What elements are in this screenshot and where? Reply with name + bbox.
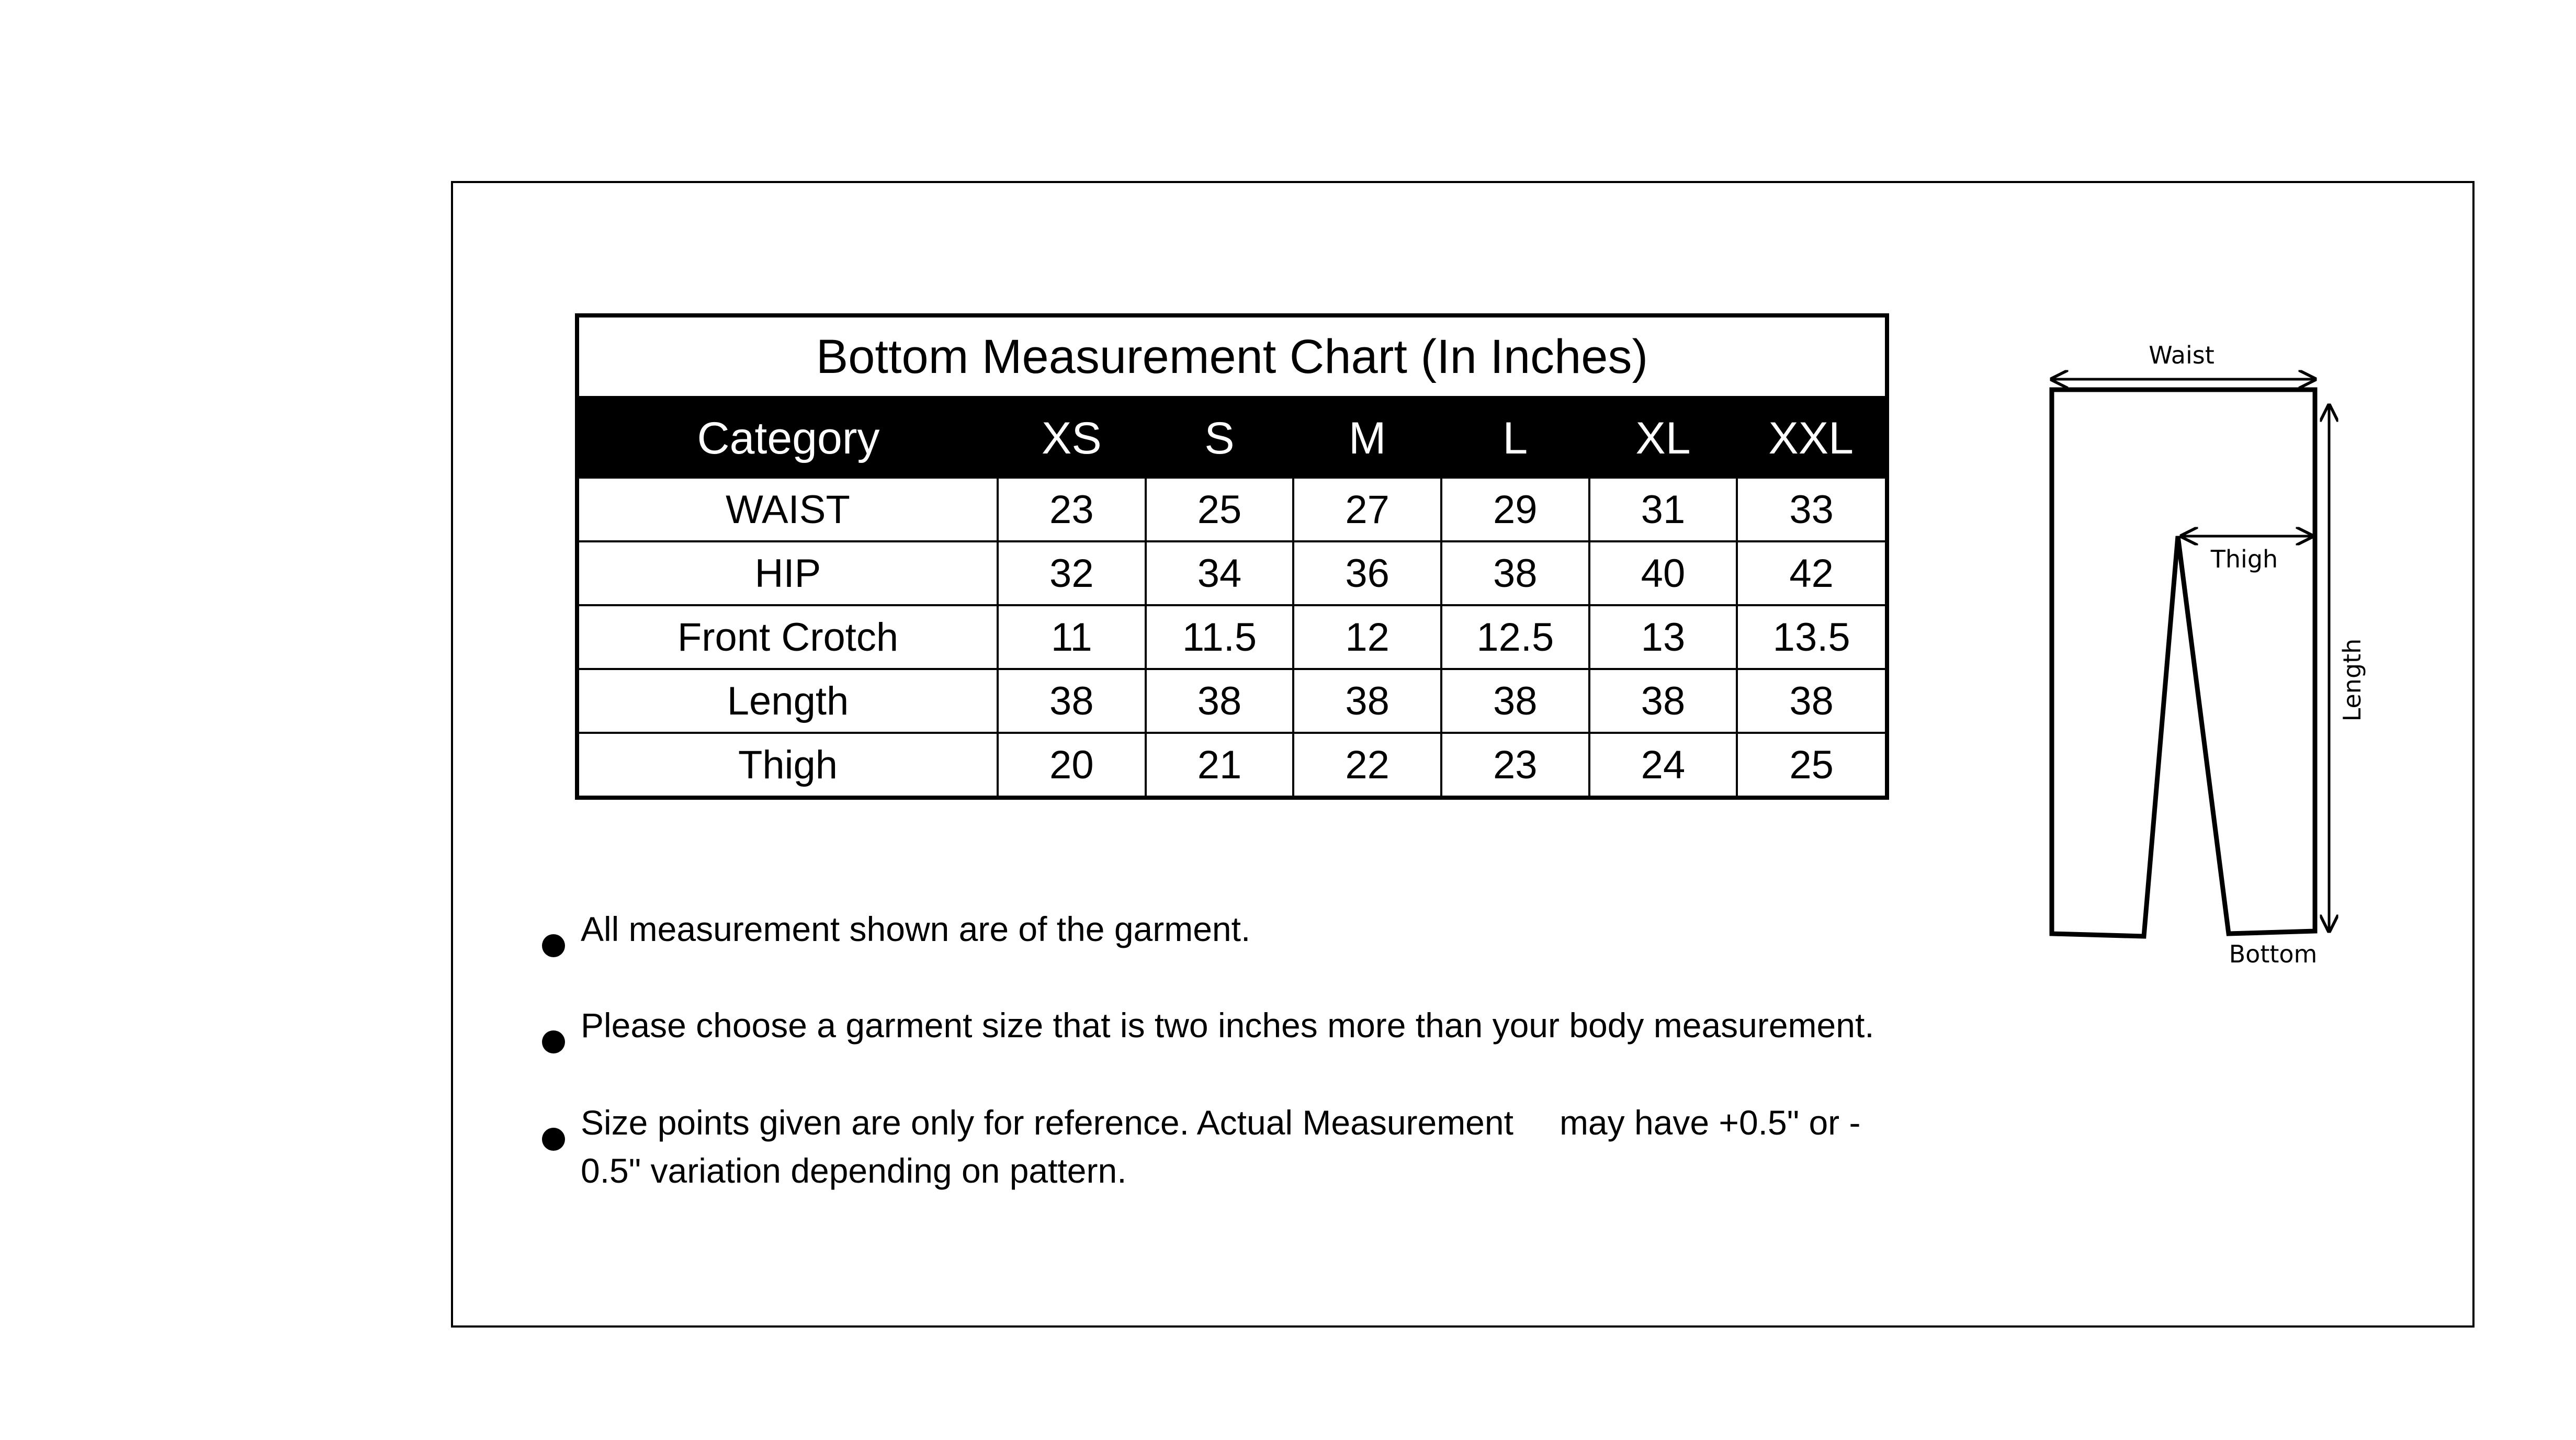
header-l: L [1441, 400, 1589, 478]
cell: 38 [1737, 669, 1885, 733]
cell: 38 [1589, 669, 1737, 733]
header-xxl: XXL [1737, 400, 1885, 478]
cell: 11.5 [1146, 605, 1294, 669]
header-category: Category [579, 400, 998, 478]
note-item [539, 1001, 1910, 1098]
note-text-part2: may have +0.5" or - 0.5" variation depending on pattern. [581, 1103, 1861, 1190]
note-text: All measurement shown are of the garment. [581, 910, 1251, 948]
table-row-thigh [579, 733, 1885, 796]
pants-diagram [2030, 335, 2396, 983]
size-grid [579, 400, 1885, 796]
cell: 31 [1589, 478, 1737, 541]
cell: 12.5 [1441, 605, 1589, 669]
note-text-part1: Size points given are only for reference. Actual Measurement [581, 1103, 1513, 1142]
cell: 42 [1737, 541, 1885, 605]
measurement-table [575, 313, 1889, 800]
cell: 12 [1293, 605, 1441, 669]
cell: 38 [1441, 669, 1589, 733]
cell: 33 [1737, 478, 1885, 541]
cell: 21 [1146, 733, 1294, 796]
cell: 25 [1737, 733, 1885, 796]
header-xl: XL [1589, 400, 1737, 478]
waist-label: Waist [2149, 341, 2215, 369]
note-item [539, 1098, 1910, 1195]
cell: 40 [1589, 541, 1737, 605]
row-label: Front Crotch [579, 605, 998, 669]
bottom-label: Bottom [2229, 940, 2318, 968]
cell: 23 [998, 478, 1146, 541]
cell: 13.5 [1737, 605, 1885, 669]
bullet-icon [542, 934, 565, 957]
notes-list [539, 905, 1910, 1195]
cell: 27 [1293, 478, 1441, 541]
header-s: S [1146, 400, 1294, 478]
cell: 38 [1441, 541, 1589, 605]
row-label: WAIST [579, 478, 998, 541]
length-label: Length [2338, 638, 2366, 722]
note-text: Please choose a garment size that is two inches more than your body measurement. [581, 1006, 1874, 1045]
cell: 38 [1146, 669, 1294, 733]
cell: 20 [998, 733, 1146, 796]
cell: 23 [1441, 733, 1589, 796]
table-row-waist [579, 478, 1885, 541]
cell: 38 [998, 669, 1146, 733]
row-label: Thigh [579, 733, 998, 796]
thigh-label: Thigh [2210, 545, 2278, 573]
pants-outline [2052, 390, 2315, 936]
cell: 34 [1146, 541, 1294, 605]
table-row-hip [579, 541, 1885, 605]
cell: 38 [1293, 669, 1441, 733]
note-item [539, 905, 1910, 1001]
bullet-icon [542, 1030, 565, 1053]
cell: 22 [1293, 733, 1441, 796]
cell: 24 [1589, 733, 1737, 796]
pants-illustration [2030, 335, 2396, 983]
cell: 13 [1589, 605, 1737, 669]
cell: 11 [998, 605, 1146, 669]
cell: 29 [1441, 478, 1589, 541]
cell: 25 [1146, 478, 1294, 541]
bullet-icon [542, 1128, 565, 1151]
cell: 36 [1293, 541, 1441, 605]
row-label: HIP [579, 541, 998, 605]
table-row-length [579, 669, 1885, 733]
cell: 32 [998, 541, 1146, 605]
row-label: Length [579, 669, 998, 733]
header-row [579, 400, 1885, 478]
header-xs: XS [998, 400, 1146, 478]
table-row-front-crotch [579, 605, 1885, 669]
header-m: M [1293, 400, 1441, 478]
chart-title: Bottom Measurement Chart (In Inches) [579, 318, 1885, 400]
